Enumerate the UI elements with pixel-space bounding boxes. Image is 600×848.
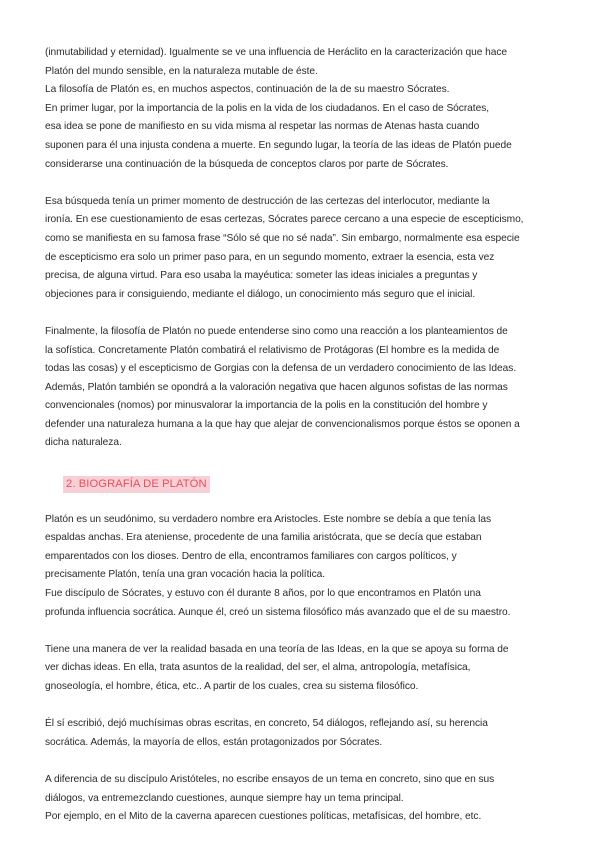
text-line: socrática. Además, la mayoría de ellos, están protagonizados por Sócrates. xyxy=(45,736,383,748)
text-line: En primer lugar, por la importancia de la polis en la vida de los ciudadanos. En el caso de Sócrates, xyxy=(45,102,490,114)
paragraph-theory-of-ideas xyxy=(45,641,542,697)
text-line: precisa, de alguna virtud. Para eso usaba la mayéutica: someter las ideas iniciales a preguntas y xyxy=(45,270,478,282)
text-line: de escepticismo era solo un primer paso para, en un segundo momento, extraer la esencia, esta vez xyxy=(45,251,495,263)
text-line: dicha naturaleza. xyxy=(45,437,122,449)
text-line: todas las cosas) y el escepticismo de Gorgias con la defensa de un verdadero conocimiento de las Ideas. xyxy=(45,363,517,375)
paragraph-sophistry xyxy=(45,323,542,453)
text-line: Él sí escribió, dejó muchísimas obras escritas, en concreto, 54 diálogos, reflejando así, su herencia xyxy=(45,718,488,730)
text-line: La filosofía de Platón es, en muchos aspectos, continuación de la de su maestro Sócrates. xyxy=(45,84,450,96)
text-line: Platón es un seudónimo, su verdadero nombre era Aristocles. Este nombre se debía a que tenía las xyxy=(45,513,491,525)
paragraph-dialogues xyxy=(45,771,542,827)
section-heading: 2. BIOGRAFÍA DE PLATÓN xyxy=(63,476,210,493)
text-line: Además, Platón también se opondrá a la valoración negativa que hacen algunos sofistas de las normas xyxy=(45,381,508,393)
text-line: ver dichas ideas. En ella, trata asuntos de la realidad, del ser, el alma, antropología, metafísica, xyxy=(45,662,471,674)
text-line: profunda influencia socrática. Aunque él, creó un sistema filosófico más avanzado que el de su maestro. xyxy=(45,606,511,618)
text-line: la sofística. Concretamente Platón combatirá el relativismo de Protágoras (El hombre es la medida de xyxy=(45,344,500,356)
text-line: Tiene una manera de ver la realidad basada en una teoría de las Ideas, en la que se apoya su forma de xyxy=(45,643,509,655)
paragraph-biography xyxy=(45,511,542,623)
text-line: como se manifiesta en su famosa frase “Sólo sé que no sé nada”. Sin embargo, normalmente esa especie xyxy=(45,232,520,244)
text-line: defender una naturaleza humana a la que hay que alejar de convencionalismos porque éstos se oponen a xyxy=(45,418,520,430)
text-line: Finalmente, la filosofía de Platón no puede entenderse sino como una reacción a los planteamientos de xyxy=(45,325,508,337)
paragraph-socratic-method xyxy=(45,193,542,305)
text-line: objeciones para ir consiguiendo, mediante el diálogo, un conocimiento más seguro que el inicial. xyxy=(45,288,476,300)
text-line: Fue discípulo de Sócrates, y estuvo con él durante 8 años, por lo que encontramos en Platón una xyxy=(45,588,481,600)
text-line: suponen para él una injusta condena a muerte. En segundo lugar, la teoría de las ideas de Platón puede xyxy=(45,139,512,151)
text-line: convencionales (nomos) por minusvalorar la importancia de la polis en la constitución del hombre y xyxy=(45,400,488,412)
text-line: gnoseología, el hombre, ética, etc.. A partir de los cuales, crea su sistema filosófico. xyxy=(45,681,419,692)
text-line: diálogos, va entremezclando cuestiones, aunque siempre hay un tema principal. xyxy=(45,792,404,804)
text-line: (inmutabilidad y eternidad). Igualmente se ve una influencia de Heráclito en la caracterización que hace xyxy=(45,47,508,58)
text-line: espaldas anchas. Era ateniense, procedente de una familia aristócrata, que se decía que estaban xyxy=(45,532,482,544)
text-line: Platón del mundo sensible, en la naturaleza mutable de éste. xyxy=(45,65,318,77)
text-line: ironía. En ese cuestionamiento de esas certezas, Sócrates parece cercano a una especie de escepticismo, xyxy=(45,214,524,226)
text-line: A diferencia de su discípulo Aristóteles, no escribe ensayos de un tema en concreto, sino que en sus xyxy=(45,773,495,785)
text-line: emparentados con los dioses. Dentro de ella, encontramos familiares con cargos políticos, y xyxy=(45,550,457,562)
text-line: precisamente Platón, tenía una gran vocación hacia la política. xyxy=(45,569,326,581)
section-heading-container xyxy=(63,474,542,493)
text-line: esa idea se pone de manifiesto en su vida misma al respetar las normas de Atenas hasta cuando xyxy=(45,121,480,133)
paragraph-writings xyxy=(45,715,542,752)
paragraph-influences xyxy=(45,44,542,174)
text-line: considerarse una continuación de la búsqueda de conceptos claros por parte de Sócrates. xyxy=(45,158,449,170)
text-line: Por ejemplo, en el Mito de la caverna aparecen cuestiones políticas, metafísicas, del hombre, etc. xyxy=(45,811,482,823)
text-line: Esa búsqueda tenía un primer momento de destrucción de las certezas del interlocutor, mediante la xyxy=(45,195,490,207)
